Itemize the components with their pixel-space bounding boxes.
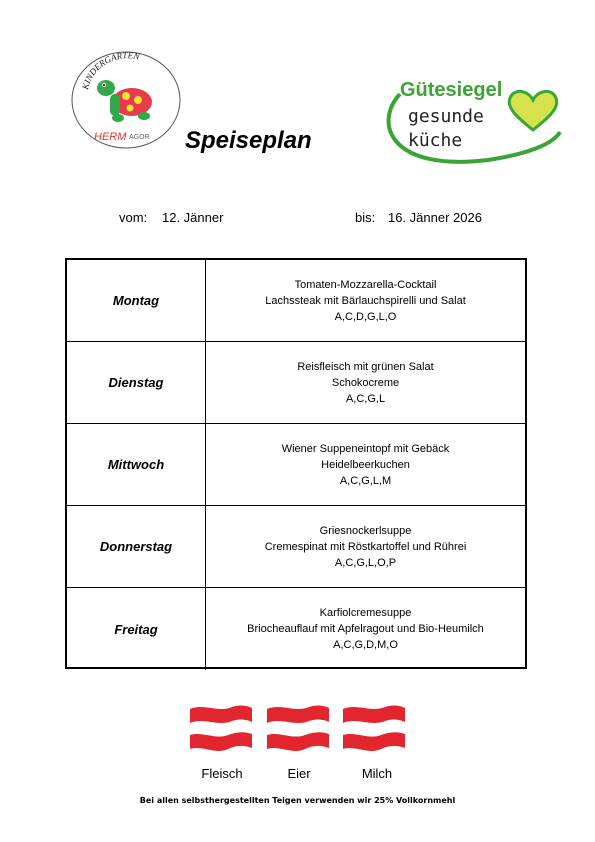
meal-cell [206,506,525,587]
meal-line: Griesnockerlsuppe [319,524,412,537]
meal-cell [206,424,525,505]
allergen-codes: A,C,D,G,L,O [334,310,397,323]
kindergarten-logo [70,50,183,150]
meal-line: Karfiolcremesuppe [319,607,412,619]
day-label: Montag [67,260,206,341]
menu-row-montag [67,260,525,342]
menu-row-mittwoch [67,424,525,506]
to-label: bis: [355,210,376,225]
allergen-codes: A,C,G,L,M [339,474,392,487]
day-label: Dienstag [67,342,206,423]
meal-line: Schokocreme [331,376,400,389]
menu-table [65,258,527,669]
meal-cell [206,588,525,670]
meal-line: Cremespinat mit Röstkartoffel und Rührei [264,540,467,553]
meal-line: Reisfleisch mit grünen Salat [297,360,434,373]
svg-text:HERM: HERM [94,131,127,143]
austria-flag-icon [188,703,254,753]
svg-text:Gütesiegel: Gütesiegel [400,79,503,101]
meal-cell [206,260,525,341]
svg-text:gesunde: gesunde [408,106,484,127]
allergen-codes: A,C,G,D,M,O [333,639,398,651]
svg-text:KINDERGARTEN: KINDERGARTEN [80,50,141,91]
day-label: Mittwoch [67,424,206,505]
allergen-codes: A,C,G,L,O,P [334,556,397,569]
menu-row-donnerstag [67,506,525,588]
page-title: Speiseplan [185,127,312,154]
day-label: Donnerstag [67,506,206,587]
from-label: vom: [119,210,148,225]
from-date: 12. Jänner [162,210,224,225]
origin-label-milch: Milch [361,766,393,781]
meal-line: Briocheauflauf mit Apfelragout und Bio-Heumilch [247,623,484,635]
meal-line: Heidelbeerkuchen [321,458,410,471]
svg-text:AGOR: AGOR [129,134,150,141]
meal-line: Tomaten-Mozzarella-Cocktail [294,278,437,291]
menu-row-freitag [67,588,525,670]
to-date: 16. Jänner 2026 [388,210,482,225]
allergen-codes: A,C,G,L [345,392,386,405]
origin-label-eier: Eier [287,766,311,781]
footnote: Bei allen selbsthergestellten Teigen verwenden wir 25% Vollkornmehl [139,796,456,805]
austria-flag-icon [341,703,407,753]
meal-line: Wiener Suppeneintopf mit Gebäck [281,442,450,455]
meal-line: Lachssteak mit Bärlauchspirelli und Salat [265,294,466,307]
svg-text:küche: küche [408,130,463,151]
origin-label-fleisch: Fleisch [201,766,243,781]
meal-cell [206,342,525,423]
austria-flag-icon [265,703,331,753]
menu-row-dienstag [67,342,525,424]
guetesiegel-logo [378,72,563,172]
day-label: Freitag [67,588,206,670]
